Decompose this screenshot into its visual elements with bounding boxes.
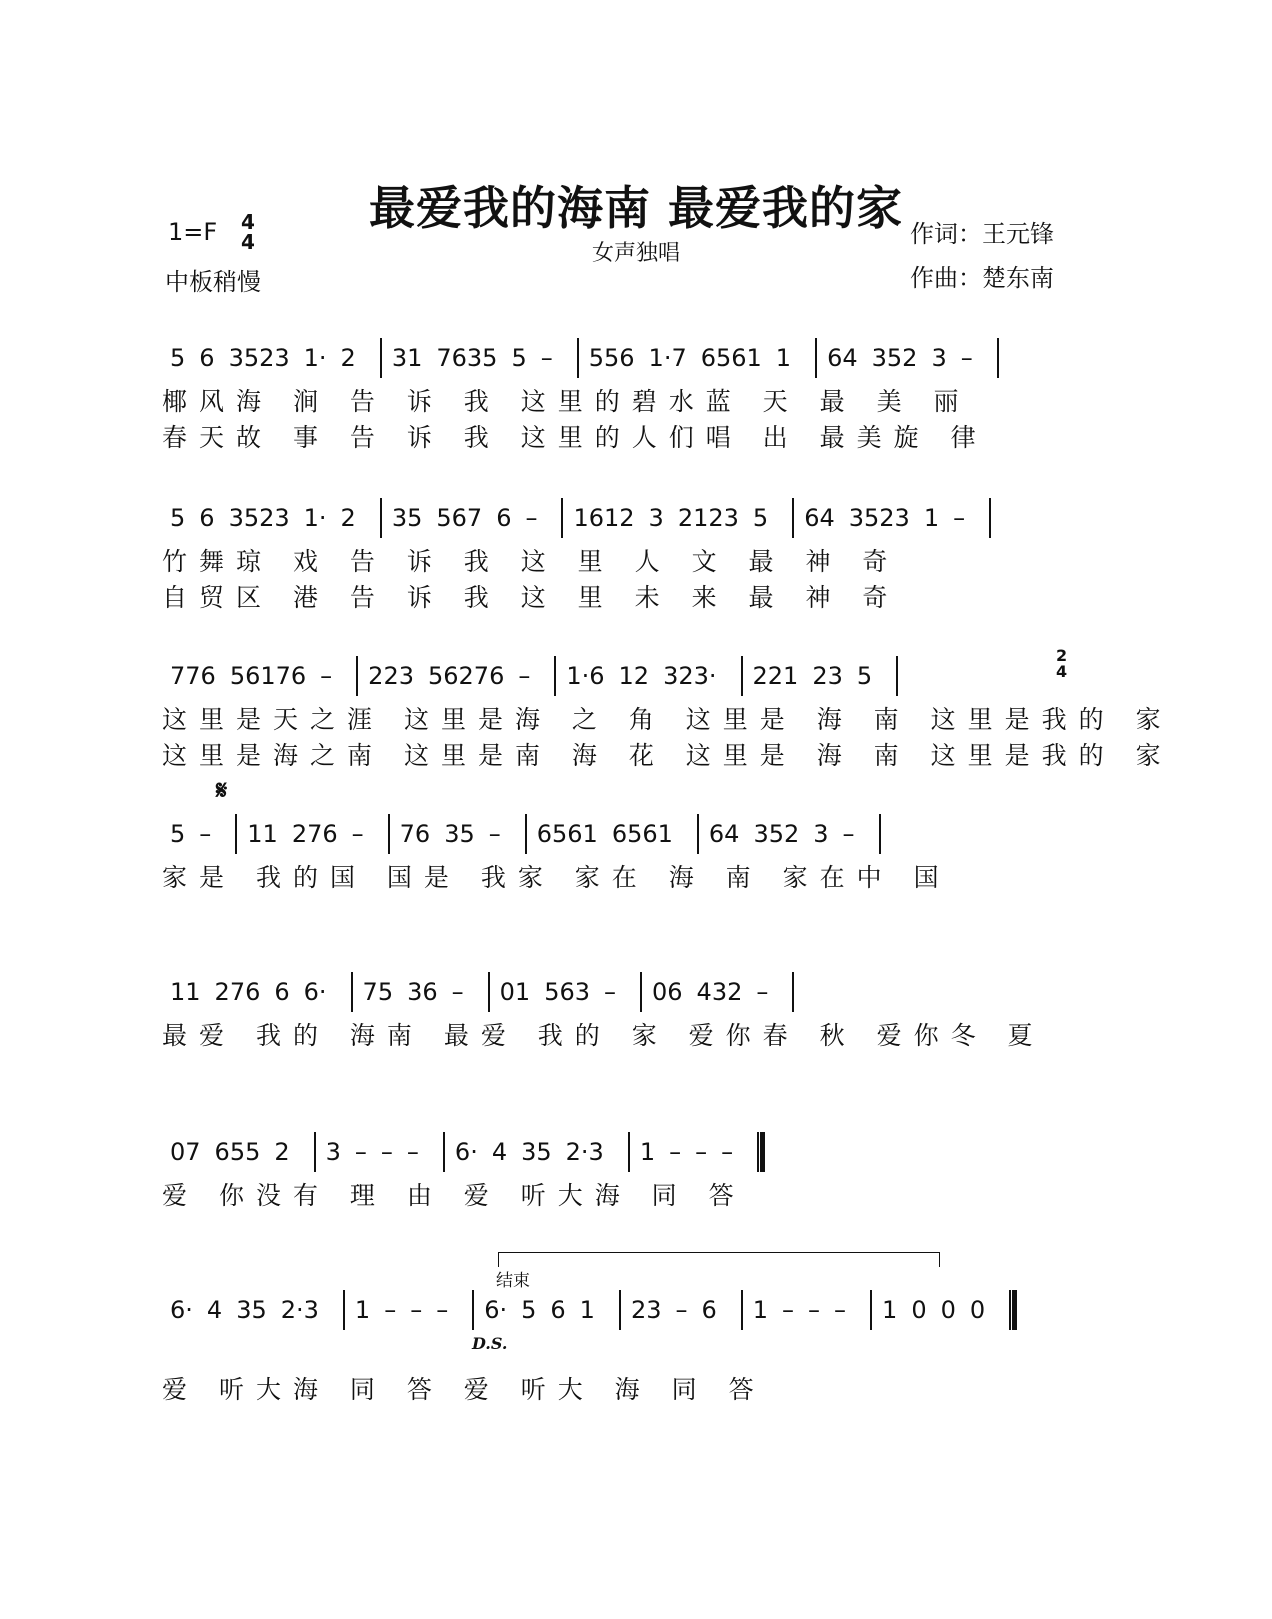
measure <box>390 814 525 854</box>
tempo-marking: 中板稍慢 <box>165 268 261 296</box>
ds-mark: D.S. <box>472 1334 508 1353</box>
measure <box>579 338 815 378</box>
note-group: 4 <box>491 1138 508 1166</box>
note-group: 2 <box>340 504 356 532</box>
note-group: 11 <box>247 820 278 848</box>
note-group: 6 <box>496 504 512 532</box>
note-group: 6 <box>550 1296 566 1324</box>
note-group: – <box>669 1138 682 1166</box>
lyric-line: 椰风海 涧 告 诉 我 这里的碧水蓝 天 最 美 丽 <box>162 387 971 416</box>
measure <box>743 656 897 696</box>
note-group: 3523 <box>228 504 290 532</box>
measure <box>358 656 554 696</box>
lyric-line: 最爱 我的 海南 最爱 我的 家 爱你春 秋 爱你冬 夏 <box>162 1021 1045 1050</box>
note-group: – <box>384 1296 397 1324</box>
note-group: 276 <box>291 820 338 848</box>
note-group: 563 <box>544 978 590 1006</box>
note-group: – <box>410 1296 423 1324</box>
note-group: 323· <box>663 662 717 690</box>
note-group: – <box>695 1138 708 1166</box>
note-group: 7635 <box>436 344 498 372</box>
note-group: 1 <box>579 1296 595 1324</box>
note-group: 3523 <box>848 504 910 532</box>
time-signature-bottom: 4 <box>241 230 255 254</box>
time-change-bottom: 4 <box>1056 662 1068 681</box>
note-group: 07 <box>170 1138 201 1166</box>
note-group: 64 <box>708 820 740 848</box>
note-group: 5 <box>521 1296 537 1324</box>
barline <box>997 338 999 378</box>
lyric-line: 这里是天之涯 这里是海 之 角 这里是 海 南 这里是我的 家 <box>162 705 1173 734</box>
barline <box>989 498 991 538</box>
notation-row <box>160 498 1080 538</box>
measure <box>160 1132 314 1172</box>
note-group: 432 <box>696 978 743 1006</box>
barline <box>792 972 794 1012</box>
note-group: 3 <box>813 820 829 848</box>
subtitle: 女声独唱 <box>591 241 680 266</box>
measure <box>353 972 488 1012</box>
ending-bracket <box>498 1252 940 1267</box>
notation-row <box>160 1132 1080 1172</box>
note-group: 352 <box>753 820 800 848</box>
lyricist: 作词：王元锋 <box>910 220 1054 248</box>
lyric-line: 竹舞琼 戏 告 诉 我 这 里 人 文 最 神 奇 <box>162 547 900 576</box>
lyric-line: 自贸区 港 告 诉 我 这 里 未 来 最 神 奇 <box>162 583 900 612</box>
note-group: 567 <box>436 504 483 532</box>
note-group: 6561 <box>611 820 673 848</box>
time-signature-top: 4 <box>241 210 255 234</box>
note-group: 3 <box>648 504 664 532</box>
note-group: – <box>320 662 333 690</box>
song-title: 最爱我的海南 最爱我的家 <box>368 181 903 235</box>
note-group: – <box>354 1138 367 1166</box>
notation-row <box>160 814 1080 854</box>
measure <box>382 498 562 538</box>
measure <box>160 656 356 696</box>
time-signature <box>240 212 256 252</box>
measure <box>474 1290 619 1330</box>
measure <box>160 498 380 538</box>
note-group: 1·6 <box>566 662 605 690</box>
measure <box>794 498 989 538</box>
key-signature: 1=F <box>168 218 218 246</box>
note-group: 3 <box>931 344 947 372</box>
note-group: 1· <box>303 504 327 532</box>
note-group: 6561 <box>700 344 762 372</box>
measure <box>642 972 792 1012</box>
note-group: 0 <box>911 1296 927 1324</box>
lyric-line: 家是 我的国 国是 我家 家在 海 南 家在中 国 <box>162 863 951 892</box>
note-group: 221 <box>752 662 799 690</box>
note-group: – <box>782 1296 795 1324</box>
note-group: – <box>834 1296 847 1324</box>
note-group: 6 <box>199 344 215 372</box>
note-group: 76 <box>399 820 431 848</box>
note-group: 6 <box>274 978 290 1006</box>
lyric-line: 春天故 事 告 诉 我 这里的人们唱 出 最美旋 律 <box>162 423 988 452</box>
note-group: 1 <box>775 344 792 372</box>
measure <box>527 814 697 854</box>
note-group: 3523 <box>228 344 290 372</box>
measure <box>160 1290 343 1330</box>
composer: 作曲：楚东南 <box>910 264 1054 292</box>
measure <box>237 814 387 854</box>
measure <box>160 338 380 378</box>
note-group: 2123 <box>677 504 739 532</box>
note-group: 6· <box>454 1138 478 1166</box>
measure <box>630 1132 757 1172</box>
note-group: 6· <box>303 978 327 1006</box>
lyric-line: 爱 听大海 同 答 爱 听大 海 同 答 <box>162 1375 766 1404</box>
note-group: 2 <box>340 344 356 372</box>
barline <box>879 814 881 854</box>
note-group: 35 <box>521 1138 552 1166</box>
note-group: 5 <box>511 344 527 372</box>
note-group: 276 <box>214 978 261 1006</box>
note-group: 01 <box>499 978 531 1006</box>
note-group: – <box>604 978 616 1006</box>
note-group: 352 <box>871 344 918 372</box>
note-group: 35 <box>236 1296 267 1324</box>
note-group: 1 <box>639 1138 656 1166</box>
measure <box>872 1290 1009 1330</box>
note-group: 4 <box>206 1296 223 1324</box>
notation-row <box>160 972 1080 1012</box>
note-group: 56176 <box>229 662 307 690</box>
segno-mark: 𝄋 <box>216 776 228 806</box>
note-group: 2·3 <box>565 1138 604 1166</box>
note-group: – <box>721 1138 734 1166</box>
barline <box>1009 1290 1017 1330</box>
time-change-top: 2 <box>1056 646 1068 665</box>
measure <box>160 814 235 854</box>
note-group: – <box>756 978 769 1006</box>
note-group: – <box>675 1296 688 1324</box>
note-group: 12 <box>618 662 650 690</box>
measure <box>817 338 997 378</box>
note-group: – <box>525 504 538 532</box>
barline <box>757 1132 765 1172</box>
note-group: – <box>540 344 553 372</box>
note-group: 23 <box>812 662 843 690</box>
note-group: 1 <box>752 1296 769 1324</box>
note-group: 5 <box>752 504 769 532</box>
note-group: 5 <box>170 504 186 532</box>
note-group: – <box>436 1296 449 1324</box>
measure <box>445 1132 628 1172</box>
note-group: – <box>451 978 464 1006</box>
time-change-2-4 <box>1056 648 1067 680</box>
note-group: 1·7 <box>648 344 687 372</box>
note-group: – <box>518 662 531 690</box>
note-group: – <box>351 820 364 848</box>
note-group: – <box>808 1296 821 1324</box>
note-group: 36 <box>407 978 438 1006</box>
note-group: 1 <box>354 1296 371 1324</box>
note-group: 5 <box>170 344 186 372</box>
notation-row <box>160 338 1080 378</box>
note-group: – <box>842 820 855 848</box>
note-group: 1· <box>303 344 327 372</box>
note-group: 776 <box>170 662 216 690</box>
note-group: 6· <box>484 1296 508 1324</box>
note-group: 1 <box>923 504 940 532</box>
note-group: – <box>953 504 966 532</box>
note-group: 6 <box>199 504 215 532</box>
measure <box>556 656 740 696</box>
measure <box>160 972 351 1012</box>
note-group: 23 <box>630 1296 662 1324</box>
note-group: 31 <box>391 344 423 372</box>
note-group: – <box>380 1138 393 1166</box>
measure <box>699 814 879 854</box>
note-group: 1612 <box>573 504 635 532</box>
measure <box>563 498 792 538</box>
note-group: 75 <box>362 978 394 1006</box>
note-group: – <box>960 344 973 372</box>
measure <box>345 1290 472 1330</box>
note-group: 6· <box>170 1296 193 1324</box>
note-group: 06 <box>652 978 683 1006</box>
note-group: – <box>488 820 501 848</box>
notation-row <box>160 1290 1080 1330</box>
note-group: 64 <box>804 504 835 532</box>
measure <box>316 1132 443 1172</box>
notation-row <box>160 656 1080 696</box>
note-group: 0 <box>940 1296 956 1324</box>
measure <box>621 1290 741 1330</box>
note-group: 3 <box>325 1138 341 1166</box>
note-group: 0 <box>969 1296 986 1324</box>
barline <box>896 656 898 696</box>
lyric-line: 爱 你没有 理 由 爱 听大海 同 答 <box>162 1181 746 1210</box>
note-group: 6561 <box>536 820 598 848</box>
note-group: 35 <box>444 820 475 848</box>
note-group: 11 <box>170 978 201 1006</box>
note-group: 5 <box>170 820 186 848</box>
note-group: 556 <box>588 344 635 372</box>
note-group: 5 <box>856 662 873 690</box>
lyric-line: 这里是海之南 这里是南 海 花 这里是 海 南 这里是我的 家 <box>162 741 1173 770</box>
note-group: 56276 <box>427 662 505 690</box>
note-group: 2·3 <box>280 1296 319 1324</box>
note-group: 2 <box>274 1138 290 1166</box>
note-group: 6 <box>701 1296 717 1324</box>
note-group: – <box>199 820 212 848</box>
note-group: 223 <box>368 662 414 690</box>
note-group: 64 <box>827 344 858 372</box>
measure <box>743 1290 870 1330</box>
measure <box>382 338 577 378</box>
note-group: – <box>406 1138 419 1166</box>
measure <box>490 972 640 1012</box>
note-group: 1 <box>882 1296 898 1324</box>
note-group: 655 <box>214 1138 261 1166</box>
ending-label: 结束 <box>496 1271 530 1291</box>
note-group: 35 <box>391 504 423 532</box>
